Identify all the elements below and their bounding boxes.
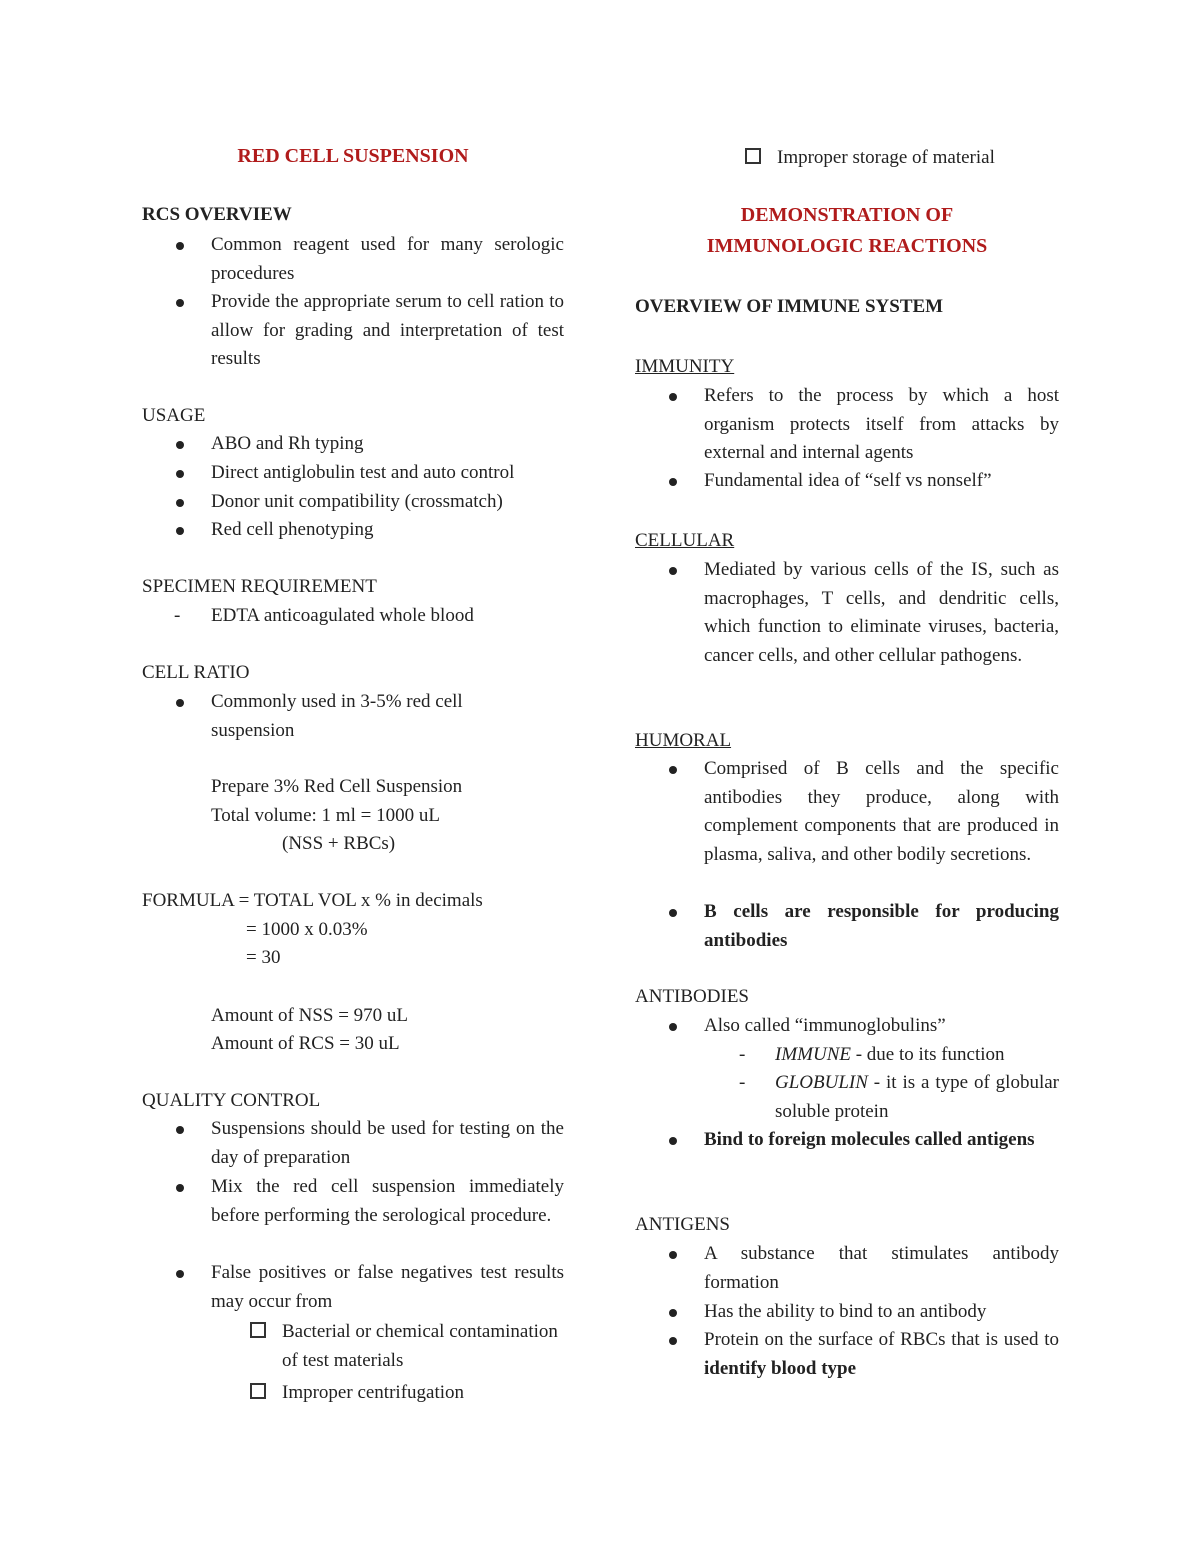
nss-rbcs-text: (NSS + RBCs) — [282, 833, 396, 854]
usage-heading: USAGE — [142, 405, 206, 426]
cell-ratio-item: Commonly used in 3-5% red cell suspension — [211, 688, 504, 745]
antigens-item: Has the ability to bind to an antibody — [704, 1298, 1059, 1327]
antigens-item — [704, 1326, 1059, 1383]
usage-item: Direct antiglobulin test and auto control — [211, 459, 564, 488]
quality-control-item: False positives or false negatives test results may occur from — [211, 1259, 564, 1316]
immune-term: IMMUNE — [775, 1044, 851, 1065]
antigens-item-bold: identify blood type — [704, 1357, 857, 1379]
cellular-heading: CELLULAR — [635, 530, 735, 551]
section-title-line1: DEMONSTRATION OF — [740, 204, 954, 226]
total-volume-text: Total volume: 1 ml = 1000 uL — [211, 805, 440, 826]
formula-line: = 30 — [246, 947, 281, 968]
globulin-term: GLOBULIN — [775, 1072, 868, 1093]
specimen-item: - EDTA anticoagulated whole blood — [211, 602, 564, 631]
quality-control-item: Suspensions should be used for testing on the day of preparation — [211, 1115, 564, 1172]
checkbox-item: Improper centrifugation — [282, 1379, 564, 1408]
section-title-red-cell-suspension: RED CELL SUSPENSION — [237, 145, 469, 167]
usage-item: Donor unit compatibility (crossmatch) — [211, 488, 564, 517]
quality-control-heading: QUALITY CONTROL — [142, 1090, 321, 1111]
immune-desc: - due to its function — [850, 1044, 1005, 1065]
overview-immune-system-heading: OVERVIEW OF IMMUNE SYSTEM — [635, 296, 944, 317]
checkbox-item: Bacterial or chemical contamination of test materials — [282, 1318, 564, 1375]
immune-definition — [775, 1041, 1059, 1070]
amount-rcs-text: Amount of RCS = 30 uL — [211, 1033, 400, 1054]
immunity-heading: IMMUNITY — [635, 356, 735, 377]
immunity-item: Fundamental idea of “self vs nonself” — [704, 467, 1059, 496]
prepare-text: Prepare 3% Red Cell Suspension — [211, 776, 463, 797]
humoral-item: Comprised of B cells and the specific antibodies they produce, along with complement components that are produced in plasma, saliva, and other bodily secretions. — [704, 755, 1059, 869]
antibodies-bold-item: Bind to foreign molecules called antigens — [704, 1126, 1059, 1155]
checkbox-item: Improper storage of material — [777, 144, 1059, 173]
rcs-overview-item: Common reagent used for many serologic procedures — [211, 231, 564, 288]
section-title-line2: IMMUNOLOGIC REACTIONS — [706, 235, 988, 257]
immunity-item: Refers to the process by which a host organism protects itself from attacks by external and internal agents — [704, 382, 1059, 468]
rcs-overview-item: Provide the appropriate serum to cell ration to allow for grading and interpretation of test results — [211, 288, 564, 374]
antibodies-heading: ANTIBODIES — [635, 986, 749, 1007]
quality-control-item: Mix the red cell suspension immediately before performing the serological procedure. — [211, 1173, 564, 1230]
globulin-definition — [775, 1069, 1059, 1126]
antigens-item: A substance that stimulates antibody formation — [704, 1240, 1059, 1297]
globulin-desc: - it is a type of globular soluble protein — [775, 1072, 1059, 1122]
amount-nss-text: Amount of NSS = 970 uL — [211, 1005, 409, 1026]
rcs-overview-heading: RCS OVERVIEW — [142, 204, 292, 225]
humoral-heading: HUMORAL — [635, 730, 732, 751]
usage-item: Red cell phenotyping — [211, 516, 564, 545]
specimen-requirement-heading: SPECIMEN REQUIREMENT — [142, 576, 377, 597]
antigens-item-text: Protein on the surface of RBCs that is used to — [704, 1329, 1059, 1350]
antibodies-item: Also called “immunoglobulins” — [704, 1012, 1059, 1041]
humoral-bold-item: B cells are responsible for producing antibodies — [704, 898, 1059, 955]
cellular-item: Mediated by various cells of the IS, such as macrophages, T cells, and dendritic cells, which function to eliminate viruses, bacteria, cancer cells, and other cellular pathogens. — [704, 556, 1059, 670]
formula-line: FORMULA = TOTAL VOL x % in decimals — [142, 890, 483, 911]
antigens-heading: ANTIGENS — [635, 1214, 730, 1235]
usage-item: ABO and Rh typing — [211, 430, 564, 459]
formula-line: = 1000 x 0.03% — [246, 919, 368, 940]
cell-ratio-heading: CELL RATIO — [142, 662, 250, 683]
